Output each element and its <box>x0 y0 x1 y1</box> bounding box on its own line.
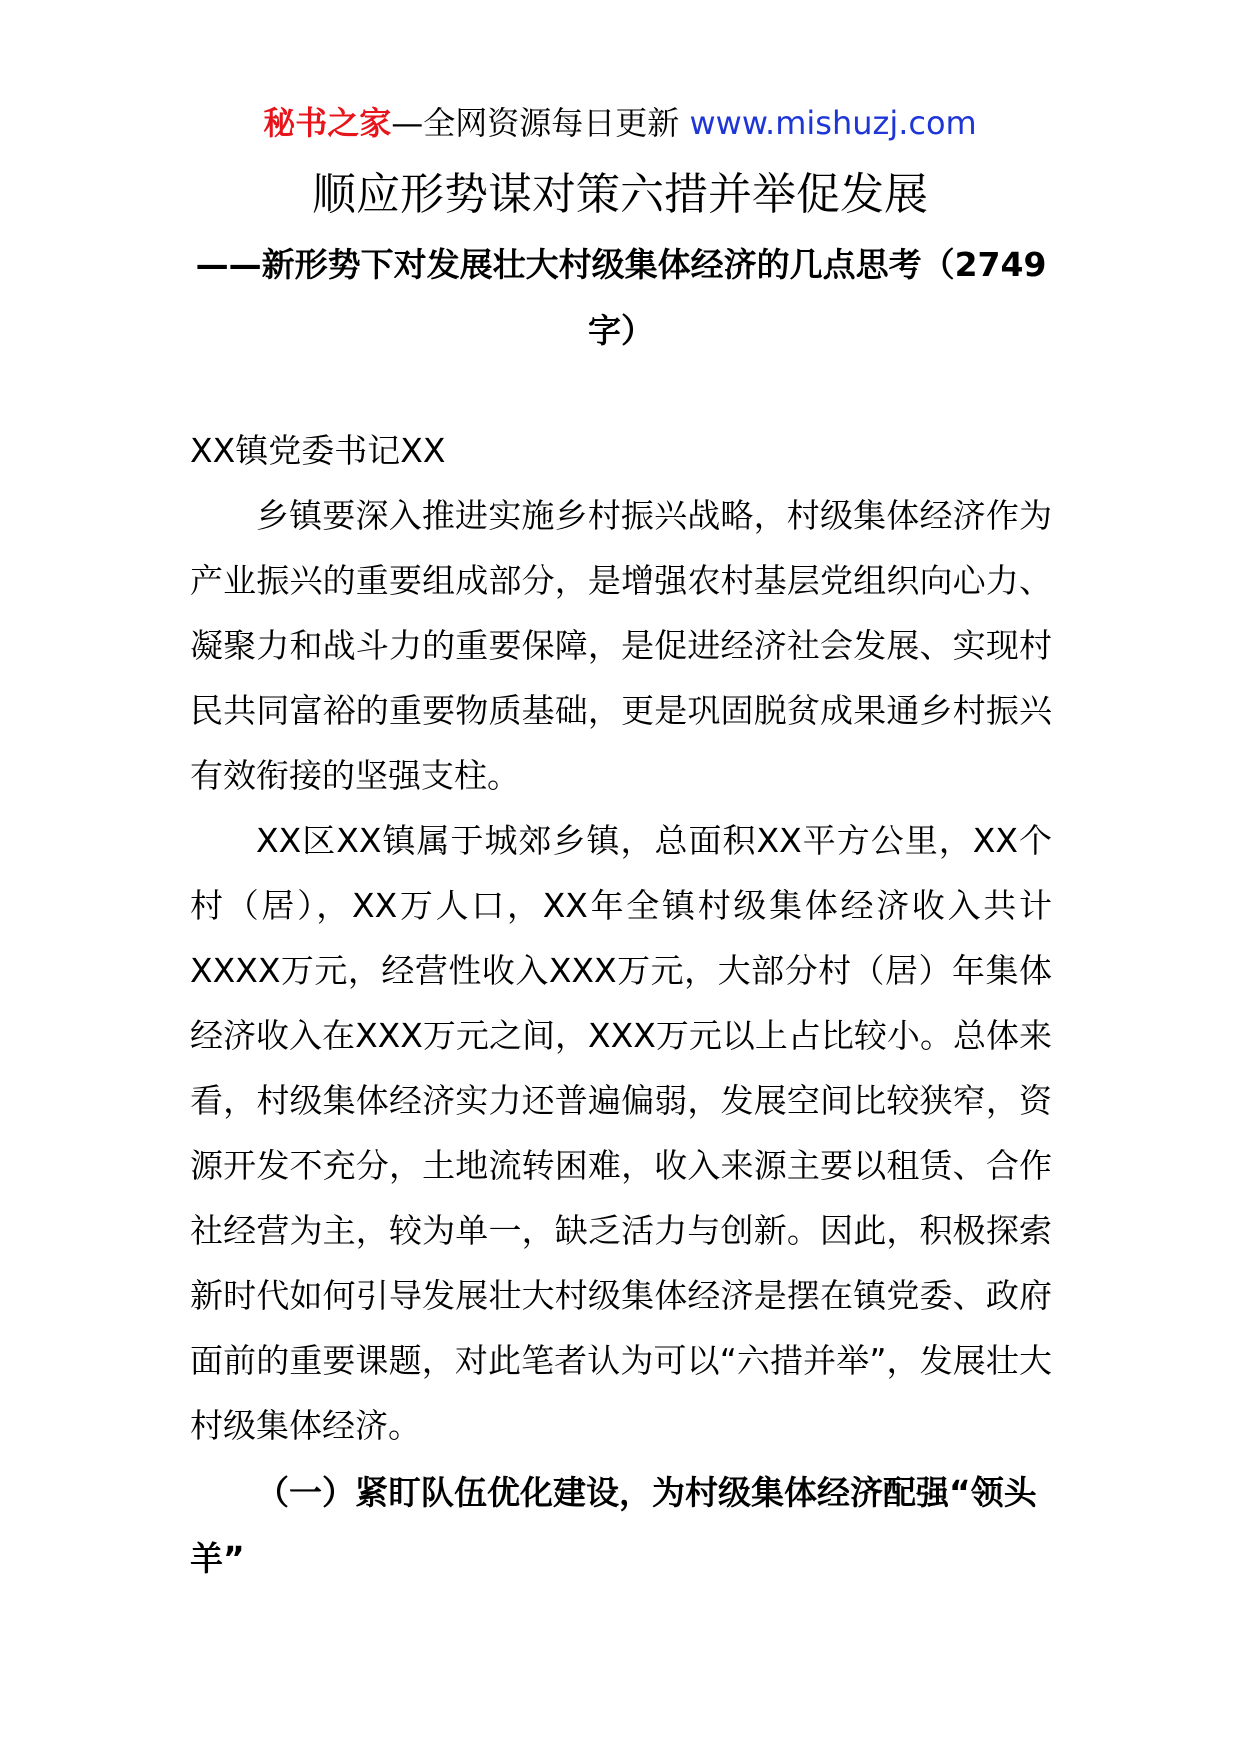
document-body <box>190 418 1052 1592</box>
site-banner <box>0 98 1240 148</box>
site-url-link[interactable]: www.mishuzj.com <box>689 104 977 142</box>
body-paragraph-2: XX区XX镇属于城郊乡镇，总面积XX平方公里，XX个村（居），XX万人口，XX年全镇村级集体经济收入共计XXXX万元，经营性收入XXX万元，大部分村（居）年集体经济收入在XXX万元之间，XXX万元以上占比较小。总体来看，村级集体经济实力还普遍偏弱，发展空间比较狭窄，资源开发不充分，土地流转困难，收入来源主要以租赁、合作社经营为主，较为单一，缺乏活力与创新。因此，积极探索新时代如何引导发展壮大村级集体经济是摆在镇党委、政府面前的重要课题，对此笔者认为可以“六措并举”，发展壮大村级集体经济。 <box>190 821 1052 1445</box>
author-line: XX镇党委书记XX <box>190 431 446 470</box>
document-title: 顺应形势谋对策六措并举促发展 <box>312 169 928 220</box>
document-subtitle: ——新形势下对发展壮大村级集体经济的几点思考（2749字） <box>195 245 1047 350</box>
brand-name: 秘书之家 <box>263 104 392 142</box>
banner-tagline: —全网资源每日更新 <box>391 104 690 142</box>
section-heading-1: （一）紧盯队伍优化建设，为村级集体经济配强“领头羊” <box>190 1473 1037 1578</box>
body-paragraph-1: 乡镇要深入推进实施乡村振兴战略，村级集体经济作为产业振兴的重要组成部分，是增强农村基层党组织向心力、凝聚力和战斗力的重要保障，是促进经济社会发展、实现村民共同富裕的重要物质基础，更是巩固脱贫成果通乡村振兴有效衔接的坚强支柱。 <box>190 496 1052 795</box>
